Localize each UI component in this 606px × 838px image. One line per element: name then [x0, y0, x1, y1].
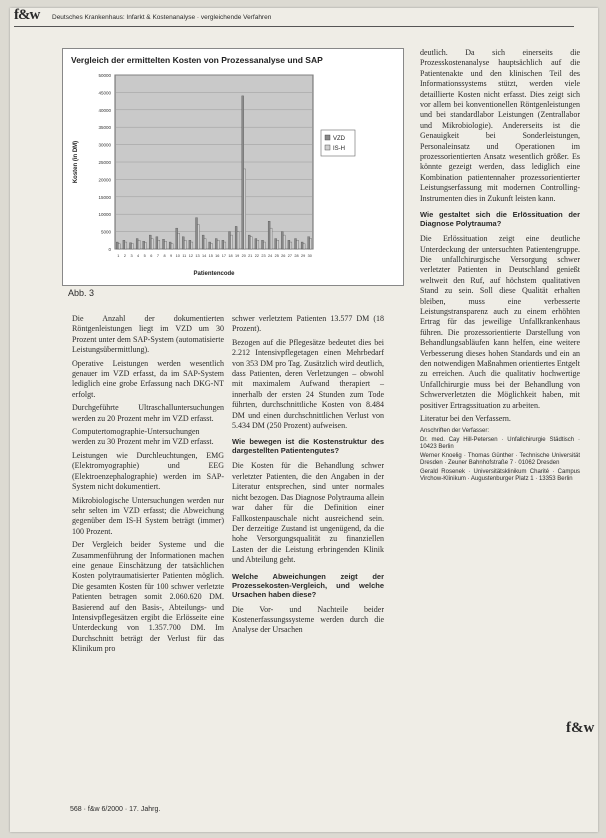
- bar-IS-H: [158, 240, 160, 249]
- y-tick-label: 50000: [98, 73, 111, 78]
- x-tick-label: 2: [123, 254, 126, 258]
- bar-VZD: [229, 232, 231, 249]
- x-tick-label: 5: [143, 254, 146, 258]
- bar-IS-H: [277, 240, 279, 249]
- paragraph: Mikrobiologische Untersuchungen werden nur sehr selten im VZD erfasst; die Abweichung gegenüber dem IS-H System beträgt (immer) 100 Prozent.: [72, 495, 224, 536]
- bar-IS-H: [237, 232, 239, 249]
- bar-IS-H: [303, 244, 305, 249]
- journal-logo: f&w: [14, 7, 40, 23]
- bar-IS-H: [231, 235, 233, 249]
- bar-VZD: [262, 240, 264, 249]
- bar-VZD: [281, 232, 283, 249]
- y-tick-label: 15000: [98, 194, 111, 200]
- bar-VZD: [248, 235, 250, 249]
- column-2: [232, 314, 384, 639]
- address: Werner Knoelig · Thomas Günther · Technische Universität Dresden · Zeuner Bahnhofstraße 7 · 01062 Dresden: [420, 452, 580, 467]
- x-tick-label: 8: [163, 254, 166, 258]
- bar-IS-H: [310, 239, 312, 249]
- bar-IS-H: [244, 169, 246, 249]
- x-tick-label: 6: [150, 254, 153, 258]
- legend-box: [321, 130, 355, 156]
- y-tick-label: 0: [108, 247, 111, 252]
- x-tick-label: 22: [254, 254, 260, 258]
- column-1: [72, 314, 224, 658]
- bar-VZD: [308, 237, 310, 249]
- section-heading: Welche Abweichungen zeigt der Prozessekosten-Vergleich, und welche Ursachen haben diese?: [232, 571, 384, 599]
- bar-VZD: [255, 239, 257, 249]
- x-axis-label: Patientencode: [193, 271, 235, 277]
- x-tick-label: 13: [195, 254, 200, 258]
- x-tick-label: 19: [234, 254, 240, 258]
- bar-VZD: [222, 240, 224, 249]
- bar-VZD: [275, 239, 277, 249]
- bar-IS-H: [198, 225, 200, 249]
- x-tick-label: 10: [175, 254, 180, 258]
- bar-IS-H: [211, 244, 213, 249]
- x-tick-label: 26: [281, 254, 286, 258]
- bar-VZD: [176, 228, 178, 249]
- legend-swatch: [325, 135, 330, 140]
- x-tick-label: 23: [261, 254, 266, 258]
- legend-swatch: [325, 145, 330, 150]
- bar-VZD: [301, 242, 303, 249]
- author-addresses: [420, 428, 580, 484]
- bar-VZD: [268, 221, 270, 249]
- bar-IS-H: [138, 240, 140, 249]
- bar-VZD: [123, 240, 125, 249]
- header-title: Deutsches Krankenhaus: Infarkt & Kostenanalyse · vergleichende Verfahren: [52, 14, 272, 21]
- bar-VZD: [288, 240, 290, 249]
- paragraph: Die Anzahl der dokumentierten Röntgenleistungen liegt im VZD um 30 Prozent unter dem SAP-System (automatisierte Leistungsübermittlung).: [72, 314, 224, 355]
- page-footer: 568 · f&w 6/2000 · 17. Jahrg.: [70, 806, 161, 813]
- x-tick-label: 18: [228, 254, 233, 258]
- bar-chart: [63, 49, 403, 285]
- x-tick-label: 11: [182, 254, 187, 258]
- paragraph: deutlich. Da sich einerseits die Prozesskostenanalyse hauptsächlich auf die Patientenakte und den klinischen Teil des Informationssystems stützt, werden viele detaillierte Kosten nicht erfasst. Dies zeigt sich vor allem bei konventionellen Röntgenleistungen und bei standardlabor Leistungen (Zentrallabor und Mikrobiologie). Andererseits ist die Genauigkeit bei Sonderleistungen, Personaleinsatz und Operationen im prozessorientierten Ansatz wesentlich größer. Es könnte gezeigt werden, dass lediglich eine Kombination patientennaher prozessorientierter Leistungserfassung mit modernen Controlling-Instrumenten dies in Zukunft leisten kann.: [420, 48, 580, 203]
- figure-caption: Abb. 3: [68, 288, 95, 298]
- address: Dr. med. Cay Hill-Petersen · Unfallchirurgie Städtisch · 10423 Berlin: [420, 436, 580, 451]
- bar-IS-H: [184, 240, 186, 249]
- bar-IS-H: [178, 233, 180, 249]
- bar-VZD: [202, 235, 204, 249]
- y-tick-label: 20000: [98, 177, 111, 183]
- x-tick-label: 20: [241, 254, 246, 258]
- bar-IS-H: [145, 243, 147, 249]
- literature-note: Literatur bei den Verfassern.: [420, 414, 511, 423]
- bar-VZD: [189, 240, 191, 249]
- bar-IS-H: [250, 237, 252, 249]
- bar-VZD: [163, 239, 165, 249]
- bar-VZD: [130, 243, 132, 249]
- paragraph: Die Kosten für die Behandlung schwer verletzter Patienten, die den Angaben in der Literatur entsprechen, sind unter normales nicht bezogen. Das Diagnose Polytrauma allein war daher für die Definition einer Fallkostenpauschale nicht ausreichend sein. Der derzeitige Zustand ist ungenügend, da die hohe Versorgungsqualität zu finanziellen Lasten der die Leistung erbringenden Klinik und Abteilung geht.: [232, 461, 384, 565]
- addresses-heading: Anschriften der Verfasser:: [420, 428, 490, 435]
- bar-VZD: [235, 226, 237, 249]
- x-tick-label: 16: [215, 254, 220, 258]
- x-tick-label: 28: [294, 254, 299, 258]
- y-tick-label: 25000: [98, 160, 111, 165]
- x-tick-label: 3: [130, 254, 133, 258]
- x-tick-label: 27: [287, 254, 293, 258]
- bar-IS-H: [204, 239, 206, 249]
- paragraph: Durchgeführte Ultraschalluntersuchungen werden zu 20 Prozent mehr im VZD erfasst.: [72, 403, 224, 423]
- footer-logo: f&w: [566, 720, 595, 736]
- paragraph: Die Erlössituation zeigt eine deutliche Unterdeckung der untersuchten Patientengruppe. Die unfallchirurgische Versorgung schwer verletzter Patienten in Deutschland genießt weltweit den Ruf, auf höchstem qualitativen Stand zu sein. Soll diese Qualität erhalten bleiben, muss eine verbesserte Leistungstransparenz auch zu einem erhöhten Ertrag für das jeweilige Unfallkrankenhaus führen. Die prozessorientierte Darstellung von Behandlungsabläufen kann helfen, eine weitere Verbesserung dieses hohen Standards und ein an den notwendigen Maßnahmen orientiertes Entgelt zu erreichen. Auch die qualitativ hochwertige Unfallchirurgie muss bei der Behandlung von Schwerverletzten die Möglichkeit haben, mit positiver Ertragssituation zu arbeiten.: [420, 234, 580, 410]
- x-tick-label: 1: [117, 254, 120, 258]
- y-tick-label: 30000: [98, 142, 111, 148]
- legend-label: VZD: [333, 136, 345, 142]
- bar-IS-H: [132, 244, 134, 249]
- paragraph: schwer verletztem Patienten 13.577 DM (18 Prozent).: [232, 314, 384, 334]
- bar-IS-H: [171, 244, 173, 249]
- bar-IS-H: [125, 242, 127, 249]
- y-tick-label: 35000: [98, 125, 111, 131]
- bar-VZD: [169, 242, 171, 249]
- section-heading: Wie gestaltet sich die Erlössituation der Diagnose Polytrauma?: [420, 210, 580, 229]
- bar-IS-H: [165, 241, 167, 249]
- bar-VZD: [242, 96, 244, 249]
- paragraph: Leistungen wie Durchleuchtungen, EMG (Elektromyographie) und EEG (Elektroenzephalographie) werden im SAP-System nicht dokumentiert.: [72, 450, 224, 492]
- bar-VZD: [149, 235, 151, 249]
- address: Gerald Rosenek · Universitätsklinikum Charité · Campus Virchow-Klinikum · Augustenburger Platz 1 · 13353 Berlin: [420, 468, 580, 483]
- y-tick-label: 10000: [98, 212, 111, 218]
- x-tick-label: 21: [248, 254, 253, 258]
- bar-VZD: [182, 237, 184, 249]
- bar-IS-H: [297, 240, 299, 249]
- paragraph: Bezogen auf die Pflegesätze bedeutet dies bei 2.212 Intensivpflegetagen einen Mehrbedarf von 353 DM pro Tag. Zusätzlich wird deutlich, dass Patienten, deren Verletzungen – obwohl mit maximalem Aufwand therapiert – innerhalb der ersten 24 Stunden zum Tode führten, durchschnittliche Kosten von 8.484 DM und einen durchschnittlichen Verlust von 5.434 DM (250 Prozent) aufweisen.: [232, 337, 384, 431]
- column-3: [420, 48, 580, 485]
- legend-label: IS-H: [333, 146, 345, 152]
- paragraph: Die Vor- und Nachteile beider Kostenerfassungssysteme werden durch die Analyse der Ursachen: [232, 604, 384, 635]
- x-tick-label: 14: [201, 254, 207, 258]
- bar-VZD: [295, 239, 297, 249]
- bar-IS-H: [224, 242, 226, 249]
- chart-title: Vergleich der ermittelten Kosten von Prozessanalyse und SAP: [71, 55, 323, 65]
- bar-VZD: [143, 241, 145, 249]
- bar-VZD: [116, 242, 118, 249]
- bar-IS-H: [283, 235, 285, 249]
- bar-VZD: [156, 237, 158, 249]
- bar-IS-H: [217, 240, 219, 249]
- x-tick-label: 15: [208, 254, 213, 258]
- x-tick-label: 24: [267, 254, 273, 258]
- bar-VZD: [196, 218, 198, 249]
- y-tick-label: 5000: [100, 229, 111, 235]
- paragraph: Der Vergleich beider Systeme und die Zusammenführung der Informationen machen eine genaue Einschätzung der tatsächlichen Kosten polytraumatisierter Patienten möglich. Die gesamten Kosten für 100 schwer verletzte Patienten betragen somit 2.060.620 DM. Basierend auf den Basis-, Abteilungs- und Intensivpflegesätzen ergibt die Erlösseite eine Unterdeckung von 1.357.700 DM. Im Durchschnitt beträgt der Verlust für das Klinikum pro: [72, 540, 224, 654]
- x-tick-label: 4: [137, 254, 140, 258]
- bar-VZD: [209, 242, 211, 249]
- x-tick-label: 25: [274, 254, 279, 258]
- x-tick-label: 17: [221, 254, 227, 258]
- paragraph: Operative Leistungen werden wesentlich genauer im VZD erfasst, da im SAP-System lediglich eine grobe Erfassung nach DKG-NT erfolgt.: [72, 358, 224, 399]
- x-tick-label: 7: [156, 254, 159, 258]
- x-tick-label: 12: [188, 254, 194, 258]
- bar-IS-H: [290, 242, 292, 249]
- y-tick-label: 45000: [98, 90, 111, 96]
- y-axis-label: Kosten (in DM): [73, 140, 79, 184]
- bar-IS-H: [270, 228, 272, 249]
- bar-IS-H: [151, 239, 153, 249]
- bar-IS-H: [257, 240, 259, 249]
- x-tick-label: 30: [307, 254, 312, 258]
- bar-VZD: [215, 239, 217, 249]
- section-heading: Wie bewegen ist die Kostenstruktur des dargestellten Patientengutes?: [232, 437, 384, 456]
- x-tick-label: 29: [300, 254, 306, 258]
- bar-VZD: [136, 239, 138, 249]
- x-tick-label: 9: [170, 254, 173, 258]
- paragraph: Computertomographie-Untersuchungen werden zu 30 Prozent mehr im VZD erfasst.: [72, 427, 214, 447]
- y-tick-label: 40000: [98, 107, 111, 113]
- page-header: [14, 7, 574, 27]
- bar-IS-H: [118, 244, 120, 249]
- figure-chart: [62, 48, 404, 286]
- bar-IS-H: [264, 242, 266, 249]
- bar-IS-H: [191, 242, 193, 249]
